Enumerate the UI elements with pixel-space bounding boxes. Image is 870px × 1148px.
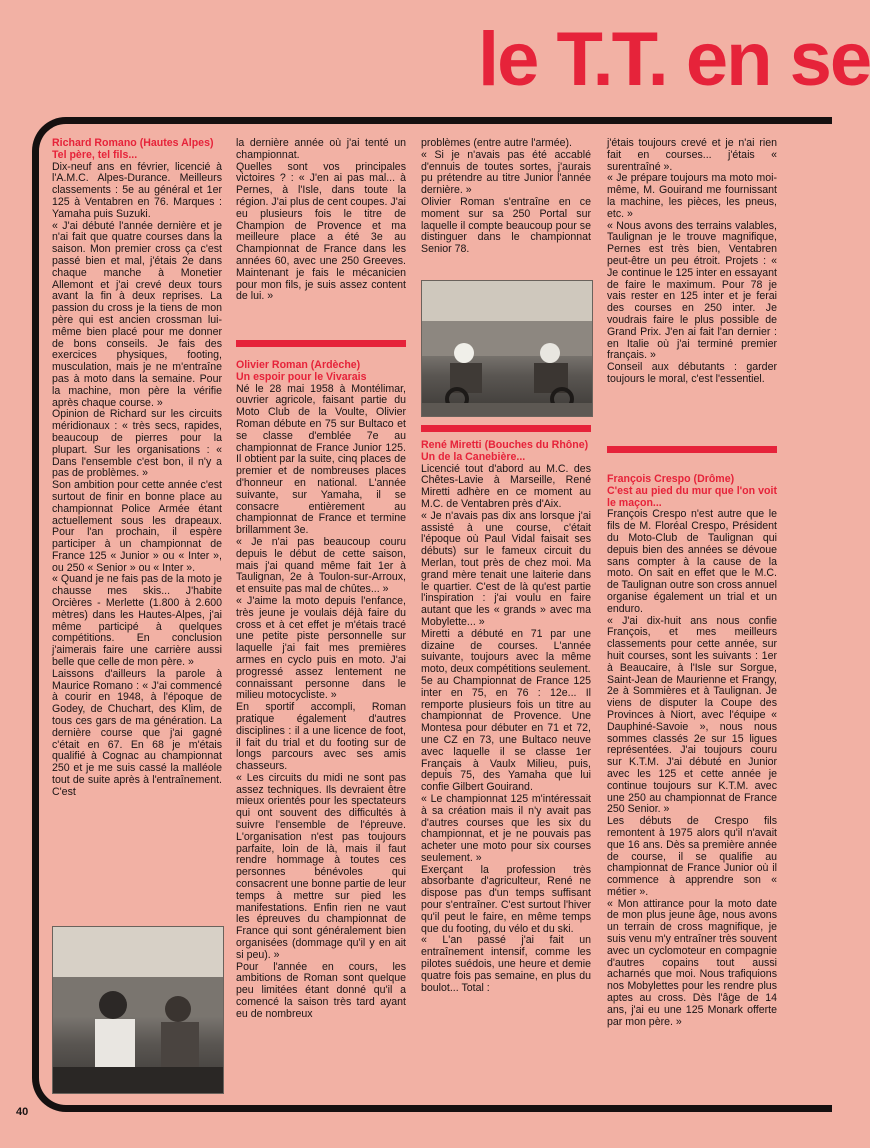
paragraph: Son ambition pour cette année c'est surtout de finir en bonne place au championnat Police Armée étant actuellement sous les drapeaux. Pour l'an prochain, il espère participer à un championnat de France 125 « Junior » ou « Inter », ou 250 « Senior » ou « Inter ». bbox=[52, 479, 222, 574]
section-divider bbox=[236, 340, 406, 347]
paragraph: Exerçant la profession très absorbante d'agriculteur, René ne dispose pas d'un temps suffisant pour s'entraîner. C'est surtout l'hiver qu'il peut le faire, en même temps que du footing, du vélo et du ski. bbox=[421, 863, 591, 935]
paragraph: « Je n'ai pas beaucoup couru depuis le début de cette saison, mais j'ai quand même fait 1er à Taulignan, 2e à Toulon-sur-Arroux, et ensuite pas mal de chûtes... » bbox=[236, 535, 406, 596]
paragraph: j'étais toujours crevé et je n'ai rien fait en courses... j'étais « surentraîné ». bbox=[607, 137, 777, 173]
column-1 bbox=[52, 138, 222, 923]
paragraph: Quelles sont vos principales victoires ? : « J'en ai pas mal... à Pernes, à l'Isle, dans toute la région. J'ai plus de cent coupes. J'ai eu plusieurs fois le titre de Champion de Provence et ma meilleure place a été 3e au Championnat de France dans les années 60, avec une 250 Greeves. Maintenant je fais le mécanicien pour mon fils, je suis assez content de lui. » bbox=[236, 160, 406, 303]
section-divider bbox=[421, 425, 591, 432]
paragraph: Né le 28 mai 1958 à Montélimar, ouvrier agricole, faisant partie du Moto Club de la Voulte, Olivier Roman débute en 75 sur Bultaco et se classe d'emblée 7e au championnat de France Junior 125. Il obtient par la suite, cinq places de premier et de nombreuses places d'honneur en national. L'année suivante, sur Yamaha, il se consacre entièrement au championnat de France et termine brillamment 3e. bbox=[236, 382, 406, 537]
column-2-section bbox=[236, 360, 406, 1100]
author-name-miretti: René Miretti (Bouches du Rhône) bbox=[421, 439, 589, 451]
subtitle-miretti: Un de la Canebière... bbox=[421, 450, 526, 463]
photo-romano-riders bbox=[52, 926, 224, 1094]
author-name-crespo: François Crespo (Drôme) bbox=[607, 473, 735, 485]
paragraph: François Crespo n'est autre que le fils de M. Floréal Crespo, Président du Moto-Club de Taulignan qui depuis bien des années se dévoue sans compter à la cause de la moto. On sait en effet que le M.C. de Taulignan outre son cross annuel organise également un trial et un enduro. bbox=[607, 508, 778, 615]
paragraph: « Si je n'avais pas été accablé d'ennuis de toutes sortes, j'aurais pu prétendre au titre Junior l'année dernière. » bbox=[421, 148, 591, 197]
paragraph: Licencié tout d'abord au M.C. des Chêtes-Lavie à Marseille, René Miretti adhère en ce moment au M.C. de Ventabren près d'Aix. bbox=[421, 462, 591, 510]
paragraph: « Le championnat 125 m'intéressait à sa création mais il n'y avait pas d'autres courses que les six du championnat, et je ne pouvais pas acheter une moto pour six courses seulement. » bbox=[421, 792, 591, 864]
section-divider bbox=[607, 446, 777, 453]
paragraph: « Je prépare toujours ma moto moi-même, M. Gouirand me fournissant la machine, les pièces, les pneus, etc. » bbox=[607, 172, 777, 220]
paragraph: Olivier Roman s'entraîne en ce moment sur sa 250 Portal sur laquelle il compte beaucoup pour se distinguer dans le championnat Senior 78. bbox=[421, 195, 591, 256]
subtitle-romano: Tel père, tel fils... bbox=[52, 148, 138, 161]
paragraph: « Les circuits du midi ne sont pas assez techniques. Ils devraient être mieux orientés pour les spectateurs qui ont souvent des difficultés à suivre l'ensemble de l'épreuve. L'organisation n'est pas toujours parfaite, loin de là, mais il faut rendre hommage à toutes ces personnes bénévoles qui consacrent une bonne partie de leur temps à mettre sur pied les manifestations. Enfin rien ne vaut les épreuves du championnat de France qui sont généralement bien organisées (dommage qu'il y en ait si peu). » bbox=[236, 771, 406, 961]
paragraph: 5e au Championnat de France 125 inter en 75, en 76 : 12e... Il remporte plusieurs fois un titre au championnat de Provence. Une Montesa pour débuter en 71 et 72, une CZ en 73, une Bultaco neuve avec laquelle il se classe 1er Français à Vaulx Milieu, puis, depuis 75, des Yamaha que lui confie Gilbert Gouirand. bbox=[421, 674, 591, 794]
paragraph: la dernière année où j'ai tenté un championnat. bbox=[236, 137, 406, 161]
page-number: 40 bbox=[16, 1106, 29, 1118]
paragraph: « L'an passé j'ai fait un entraînement intensif, comme les pilotes suédois, une heure et demie quatre fois pas semaine, en plus du boulot... Total : bbox=[421, 934, 591, 994]
subtitle-roman: Un espoir pour le Vivarais bbox=[236, 370, 367, 383]
page-headline: le T.T. en se bbox=[478, 17, 870, 102]
subtitle-crespo: C'est au pied du mur que l'on voit le maçon... bbox=[607, 484, 777, 509]
paragraph: Laissons d'ailleurs la parole à Maurice Romano : « J'ai commencé à courir en 1948, à l'époque de Godey, de Chuchart, des Klim, de tous ces gars de ma génération. La dernière course que j'ai gagné c'était en 67. En 68 je m'étais qualifié à Cognac au championnat 250 et je me suis cassé la malléole tout de suite après à l'entraînement. C'est bbox=[52, 667, 222, 798]
author-name-roman: Olivier Roman (Ardèche) bbox=[236, 359, 361, 371]
author-name-romano: Richard Romano (Hautes Alpes) bbox=[52, 137, 214, 149]
column-3 bbox=[421, 138, 591, 278]
paragraph: Miretti a débuté en 71 par une dizaine de courses. L'année suivante, toujours avec la même moto, deux compétitions seulement. bbox=[421, 627, 591, 676]
paragraph: « Mon attirance pour la moto date de mon plus jeune âge, nous avons un terrain de cross magnifique, je suis venu m'y entraîner très souvent avec un cyclomoteur en compagnie d'autres copains tout aussi acharnés que moi. Nous trafiquions nos Mobylettes pour les rendre plus aptes au cross. Dès l'âge de 14 ans, j'ai eu une 125 Monark offerte par mon père. » bbox=[607, 897, 777, 1028]
column-4 bbox=[607, 138, 777, 438]
paragraph: Conseil aux débutants : garder toujours le moral, c'est l'essentiel. bbox=[607, 361, 777, 385]
paragraph: « J'ai dix-huit ans nous confie François, et mes meilleurs classements pour cette année, sur huit courses, sont les suivants : 1er à Beaucaire, à l'Isle sur Sorgue, Saint-Jean de Maurienne et Frangy, 2e à Sommières et à Taulignan. Je viens de disputer la Coupe des Provinces à Niort, avec l'équipe « Dauphiné-Savoie », nous nous sommes classés 2e sur 15 ligues représentées. J'ai toujours couru sur K.T.M. J'ai débuté en Junior avec les 125 et cette année je continue toujours sur K.T.M. avec une 250 au championnat de France 250 Senior. » bbox=[607, 614, 777, 816]
paragraph: Opinion de Richard sur les circuits méridionaux : « très secs, rapides, beaucoup de pierres pour la plupart. Sur les organisations : « Dans l'ensemble c'est bon, il n'y a pas de problèmes. » bbox=[52, 408, 222, 480]
paragraph: « Nous avons des terrains valables, Taulignan je le trouve magnifique, Pernes est très bien, Ventabren peut-être un peu étroit. Projets : « Je continue le 125 inter en essayant de faire le maximum. Pour 78 je vais rester en 125 inter et je ferai des courses en 250 inter. Je voudrais faire le plus possible de Grand Prix. J'en ai fait l'an dernier : en Italie où j'ai terminé premier français. » bbox=[607, 219, 777, 362]
paragraph: « J'aime la moto depuis l'enfance, très jeune je voulais déjà faire du cross et à cet effet je m'étais tracé une petite piste personnelle sur laquelle j'ai fait mes premières armes en cyclo puis en moto. J'ai progressé assez lentement ne connaissant personne dans le milieu motocycliste. » bbox=[236, 594, 406, 702]
paragraph: « Je n'avais pas dix ans lorsque j'ai assisté à une course, c'était l'époque où Paul Vidal faisait ses débuts) sur le fameux circuit du Merlan, tout près de chez moi. Ma grand mère tenait une laiterie dans le quartier. C'est de là qu'est partie l'inspiration : j'ai voulu en faire autant que les « grands » avec ma Mobylette... » bbox=[421, 509, 591, 628]
photo-miretti-riders bbox=[421, 280, 593, 417]
paragraph: « Quand je ne fais pas de la moto je chausse mes skis... J'habite Orcières - Merlette (1.800 à 2.600 mètres) dans les Hautes-Alpes, j'ai même participé à quelques compétitions. En conclusion j'aimerais faire une carrière aussi belle que celle de mon père. » bbox=[52, 573, 222, 669]
paragraph: Dix-neuf ans en février, licencié à l'A.M.C. Alpes-Durance. Meilleurs classements : 5e au général et 1er 125 à Ventabren en 76. Marques : Yamaha puis Suzuki. bbox=[52, 160, 222, 220]
column-2 bbox=[236, 138, 406, 326]
column-3-section bbox=[421, 440, 591, 1100]
paragraph: En sportif accompli, Roman pratique également d'autres disciplines : il a une licence de foot, il fait du trial et du footing sur de longs parcours avec ses amis chasseurs. bbox=[236, 701, 406, 773]
paragraph: « J'ai débuté l'année dernière et je n'ai fait que quatre courses dans la saison. Mon premier cross ça c'est passé bien et mal, j'étais 2e dans chaque manche à Monetier Allemont et j'ai crevé deux tours avant la fin à deux reprises. La passion du cross je la tiens de mon père qui est ancien crossman lui-même bien placé pour me donner de bons conseils. Je fais des exercices physiques, footing, musculation, mais je ne m'entraîne pas à moto dans la semaine. Pour la machine, mon père la vérifie après chaque course. » bbox=[52, 219, 222, 409]
column-4-section bbox=[607, 474, 777, 1104]
paragraph: Les débuts de Crespo fils remontent à 1975 alors qu'il n'avait que 16 ans. Dès sa première année de course, il se qualifie au championnat de France Junior où il commence à apprendre son « métier ». bbox=[607, 815, 777, 898]
paragraph: Pour l'année en cours, les ambitions de Roman sont quelque peu limitées étant donné qu'il a comencé la saison très tard ayant eu de nombreux bbox=[236, 960, 406, 1020]
paragraph: problèmes (entre autre l'armée). bbox=[421, 137, 572, 149]
